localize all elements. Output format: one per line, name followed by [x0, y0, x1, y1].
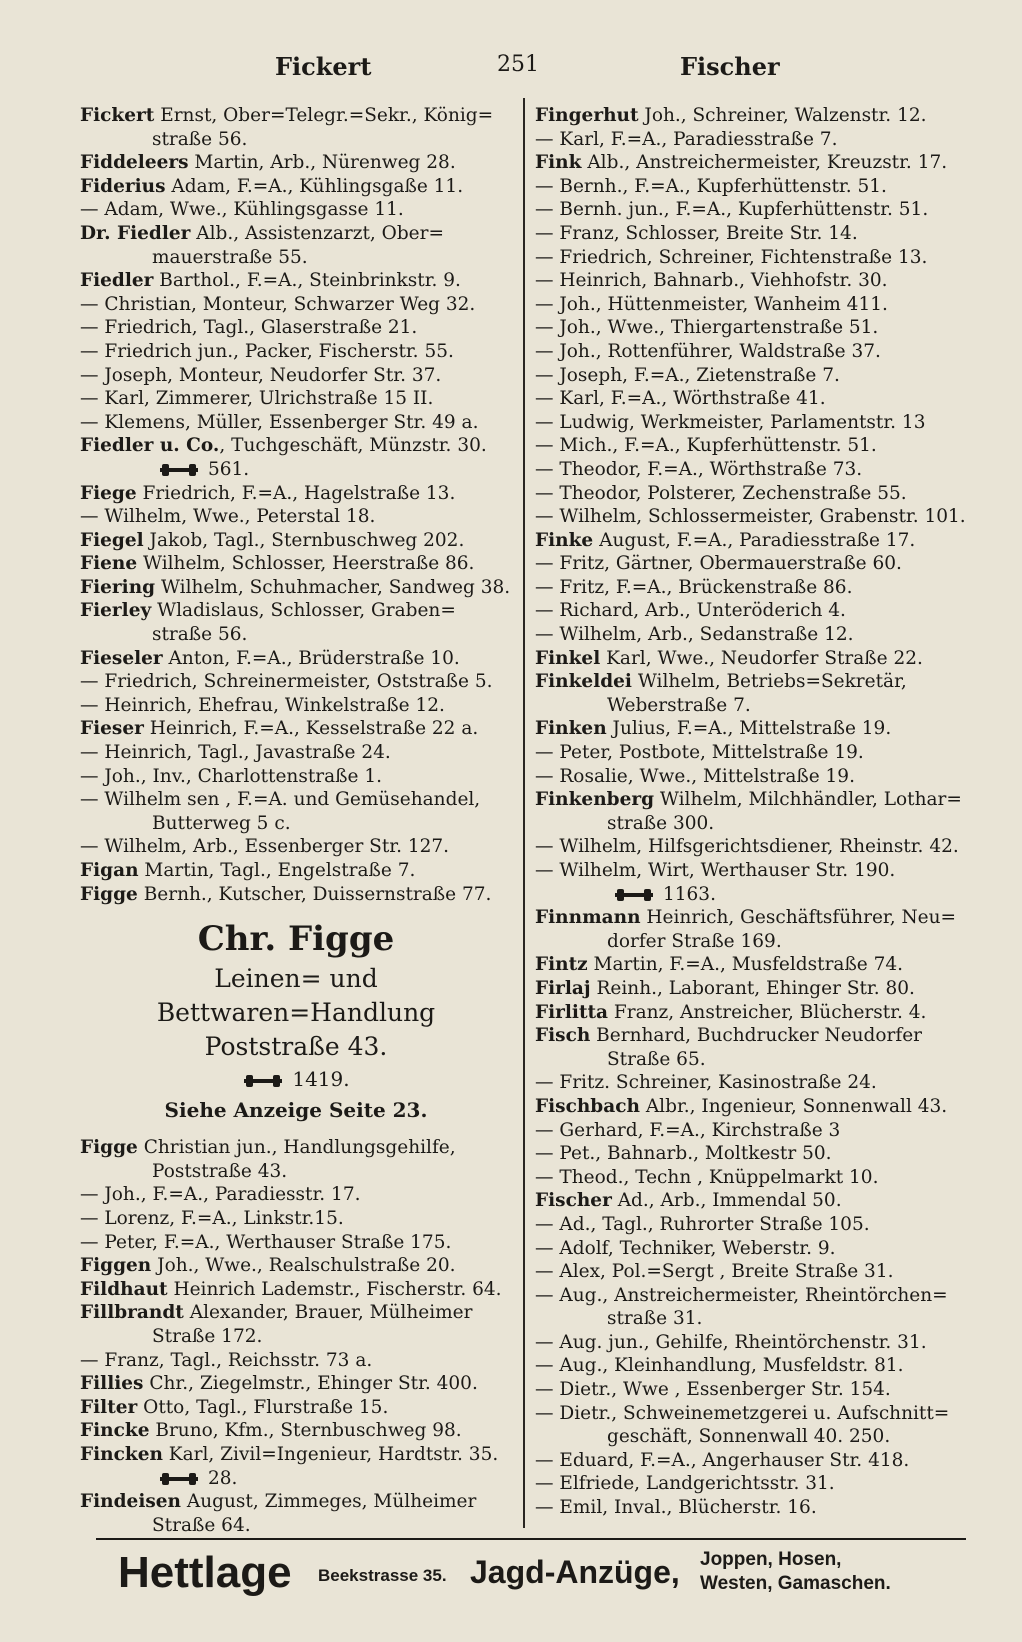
directory-entry: [535, 1213, 975, 1237]
directory-entry: [535, 529, 975, 553]
directory-entry: [80, 198, 512, 222]
entry-text: Christian jun., Handlungsgehilfe,: [137, 1137, 456, 1159]
directory-entry: [535, 953, 975, 977]
entry-text: — Emil, Inval., Blücherstr. 16.: [535, 1497, 817, 1519]
directory-entry: [535, 647, 975, 671]
entry-text: Heinrich, Geschäftsführer, Neu=: [640, 907, 957, 929]
footer-rule: [96, 1538, 966, 1540]
entry-text: Barthol., F.=A., Steinbrinkstr. 9.: [153, 270, 461, 292]
entry-text: — Fritz, F.=A., Brückenstraße 86.: [535, 576, 853, 598]
entry-text: Heinrich, F.=A., Kesselstraße 22 a.: [143, 718, 479, 740]
page-number: 251: [497, 52, 539, 77]
directory-entry: [80, 1443, 512, 1467]
directory-entry: [535, 765, 975, 789]
entry-text: Ad., Arb., Immendal 50.: [611, 1190, 842, 1212]
entry-text: — Heinrich, Bahnarb., Viehhofstr. 30.: [535, 270, 888, 292]
directory-entry: [535, 1378, 975, 1402]
directory-entry: [535, 835, 975, 859]
directory-entry: [80, 623, 512, 647]
entry-text: Wilhelm, Milchhändler, Lothar=: [654, 789, 962, 811]
footer-slogan: Jagd-Anzüge,: [470, 1554, 680, 1590]
directory-entry: [80, 175, 512, 199]
entry-text: straße 31.: [607, 1308, 703, 1330]
entry-text: — Joh., Rottenführer, Waldstraße 37.: [535, 340, 881, 362]
entry-text: — Wilhelm, Wirt, Werthauser Str. 190.: [535, 860, 896, 881]
directory-entry: [80, 458, 512, 482]
entry-name: Figge: [80, 1137, 138, 1159]
directory-entry: [535, 1142, 975, 1166]
entry-text: — Pet., Bahnarb., Moltkestr 50.: [535, 1143, 832, 1165]
entry-text: — Lorenz, F.=A., Linkstr.15.: [80, 1207, 344, 1229]
directory-entry: [80, 812, 512, 836]
directory-entry: [80, 1325, 512, 1349]
entry-text: — Wilhelm sen , F.=A. und Gemüsehandel,: [80, 789, 481, 811]
directory-entry: [535, 1048, 975, 1072]
directory-entry: [535, 930, 975, 954]
directory-entry: [535, 883, 975, 907]
entry-name: Fiedler: [80, 270, 154, 292]
entry-text: Ernst, Ober=Telegr.=Sekr., König=: [154, 105, 494, 126]
entry-name: Fincke: [80, 1420, 150, 1442]
directory-entry: [535, 1472, 975, 1496]
directory-entry: [535, 128, 975, 152]
directory-entry: [535, 694, 975, 718]
entry-text: — Ad., Tagl., Ruhrorter Straße 105.: [535, 1213, 870, 1235]
directory-entry: [535, 434, 975, 458]
entry-text: — Klemens, Müller, Essenberger Str. 49 a.: [80, 411, 479, 433]
directory-entry: [535, 717, 975, 741]
directory-entry: [535, 1166, 975, 1190]
directory-entry: [535, 293, 975, 317]
entry-text: — Theodor, Polsterer, Zechenstraße 55.: [535, 482, 907, 504]
entry-text: Alb., Assistenzarzt, Ober=: [190, 222, 444, 244]
entry-text: — Aug., Kleinhandlung, Musfeldstr. 81.: [535, 1355, 904, 1377]
entry-text: — Joh., Inv., Charlottenstraße 1.: [80, 765, 382, 787]
entry-name: Fiddeleers: [80, 152, 189, 174]
entry-text: — Friedrich, Schreinermeister, Oststraße 5.: [80, 671, 493, 693]
directory-entry: [535, 1307, 975, 1331]
directory-entry: [80, 552, 512, 576]
entry-name: Fierley: [80, 600, 152, 622]
entry-text: mauerstraße 55.: [152, 246, 308, 268]
entry-text: — Joh., Hüttenmeister, Wanheim 411.: [535, 293, 888, 315]
entry-name: Fiedler u. Co.: [80, 435, 220, 457]
directory-entry: [80, 883, 512, 907]
entry-text: Weberstraße 7.: [607, 694, 751, 716]
directory-entry: [535, 1095, 975, 1119]
entry-text: — Adolf, Techniker, Weberstr. 9.: [535, 1237, 836, 1259]
entry-name: Figan: [80, 860, 139, 881]
directory-entry: [80, 1183, 512, 1207]
ad-see-reference: Siehe Anzeige Seite 23.: [164, 1098, 428, 1123]
entry-text: Bruno, Kfm., Sternbuschweg 98.: [149, 1420, 462, 1442]
entry-name: Finnmann: [535, 907, 641, 929]
entry-text: — Franz, Schlosser, Breite Str. 14.: [535, 222, 858, 244]
directory-entry: [535, 1119, 975, 1143]
directory-entry: [535, 364, 975, 388]
directory-entry: [535, 599, 975, 623]
directory-entry: [80, 1467, 512, 1491]
entry-text: — Eduard, F.=A., Angerhauser Str. 418.: [535, 1449, 910, 1471]
entry-text: — Joh., F.=A., Paradiesstr. 17.: [80, 1184, 361, 1206]
entry-name: Fiering: [80, 576, 156, 598]
entry-text: Karl, Wwe., Neudorfer Straße 22.: [600, 647, 923, 669]
entry-text: — Bernh., F.=A., Kupferhüttenstr. 51.: [535, 175, 887, 197]
entry-text: — Fritz. Schreiner, Kasinostraße 24.: [535, 1072, 877, 1094]
directory-entry: [80, 1254, 512, 1278]
entry-name: Fiene: [80, 553, 138, 575]
entry-name: Fischbach: [535, 1095, 640, 1117]
entry-text: — Wilhelm, Arb., Sedanstraße 12.: [535, 624, 854, 646]
directory-entry: [535, 411, 975, 435]
directory-entry: [535, 576, 975, 600]
ad-name: Chr. Figge: [197, 919, 395, 960]
entry-name: Firlitta: [535, 1001, 609, 1023]
entry-text: — Karl, F.=A., Wörthstraße 41.: [535, 388, 826, 410]
entry-text: Franz, Anstreicher, Blücherstr. 4.: [608, 1001, 927, 1023]
entry-text: — Friedrich, Schreiner, Fichtenstraße 13.: [535, 246, 928, 268]
entry-text: Wilhelm, Schuhmacher, Sandweg 38.: [155, 576, 511, 598]
entry-text: Julius, F.=A., Mittelstraße 19.: [606, 718, 892, 740]
entry-text: Jakob, Tagl., Sternbuschweg 202.: [143, 529, 465, 551]
entry-name: Firlaj: [535, 977, 591, 999]
directory-entry: [80, 835, 512, 859]
entry-text: Albr., Ingenieur, Sonnenwall 43.: [639, 1095, 948, 1117]
directory-entry: [80, 1207, 512, 1231]
entry-name: Fink: [535, 152, 582, 174]
entry-text: — Christian, Monteur, Schwarzer Weg 32.: [80, 293, 476, 315]
directory-entry: [535, 1260, 975, 1284]
footer-items-line2: Westen, Gamaschen.: [700, 1573, 891, 1594]
entry-text: — Heinrich, Tagl., Javastraße 24.: [80, 742, 391, 764]
directory-entry: [535, 623, 975, 647]
right-entries: [535, 104, 975, 1520]
directory-entry: [80, 859, 512, 883]
entry-text: — Aug., Anstreichermeister, Rheintörchen=: [535, 1284, 948, 1306]
entry-name: Fieseler: [80, 647, 163, 669]
entry-name: Fieser: [80, 718, 144, 740]
directory-entry: [80, 340, 512, 364]
column-divider: [523, 98, 525, 1528]
entry-text: — Adam, Wwe., Kühlingsgasse 11.: [80, 199, 404, 221]
directory-entry: [80, 482, 512, 506]
directory-entry: [535, 1237, 975, 1261]
entry-text: Wilhelm, Betriebs=Sekretär,: [631, 671, 907, 693]
entry-text: Wladislaus, Schlosser, Graben=: [151, 600, 456, 622]
directory-entry: [80, 316, 512, 340]
directory-entry: [535, 104, 975, 128]
entry-text: dorfer Straße 169.: [607, 930, 782, 952]
directory-entry: [535, 552, 975, 576]
directory-entry: [80, 364, 512, 388]
entry-text: — Franz, Tagl., Reichsstr. 73 a.: [80, 1349, 373, 1371]
advertisement-figge: [80, 916, 512, 1126]
header-left-keyword: Fickert: [275, 52, 372, 81]
directory-entry: [535, 859, 975, 883]
entry-text: — Friedrich, Tagl., Glaserstraße 21.: [80, 317, 418, 339]
entry-name: Fischer: [535, 1190, 612, 1212]
entry-text: Bernh., Kutscher, Duissernstraße 77.: [137, 883, 492, 905]
ad-line1: Leinen= und Bettwaren=Handlung: [156, 964, 436, 1028]
entry-name: Fincken: [80, 1443, 163, 1465]
entry-text: — Theodor, F.=A., Wörthstraße 73.: [535, 458, 863, 480]
entry-text: — Joseph, F.=A., Zietenstraße 7.: [535, 364, 840, 386]
directory-entry: [80, 1419, 512, 1443]
entry-text: — Wilhelm, Arb., Essenberger Str. 127.: [80, 836, 450, 858]
entry-text: — Gerhard, F.=A., Kirchstraße 3: [535, 1119, 841, 1141]
entry-text: — Richard, Arb., Unteröderich 4.: [535, 600, 846, 622]
directory-entry: [80, 269, 512, 293]
directory-entry: [535, 458, 975, 482]
entry-text: — Peter, F.=A., Werthauser Straße 175.: [80, 1231, 452, 1253]
directory-entry: [80, 151, 512, 175]
ad-phone: [80, 1064, 512, 1094]
directory-entry: [535, 977, 975, 1001]
directory-entry: [80, 411, 512, 435]
telephone-icon: [158, 463, 200, 477]
directory-entry: [535, 1354, 975, 1378]
directory-entry: [535, 1331, 975, 1355]
entry-name: Figge: [80, 883, 138, 905]
entry-text: — Friedrich jun., Packer, Fischerstr. 55.: [80, 340, 454, 362]
directory-entry: [80, 647, 512, 671]
entry-text: geschäft, Sonnenwall 40. 250.: [607, 1426, 891, 1448]
directory-entry: [80, 765, 512, 789]
entry-text: Alb., Anstreichermeister, Kreuzstr. 17.: [581, 152, 948, 174]
directory-entry: [80, 670, 512, 694]
entry-name: Dr. Fiedler: [80, 222, 191, 244]
entry-name: Fillbrandt: [80, 1302, 184, 1324]
directory-entry: [535, 1189, 975, 1213]
entry-name: Fickert: [80, 105, 155, 126]
directory-entry: [535, 812, 975, 836]
entry-text: Straße 64.: [152, 1514, 251, 1536]
directory-entry: [80, 1160, 512, 1184]
entry-text: — Heinrich, Ehefrau, Winkelstraße 12.: [80, 694, 445, 716]
entry-text: Otto, Tagl., Flurstraße 15.: [137, 1396, 389, 1418]
directory-entry: [535, 222, 975, 246]
footer-advertisement: [118, 1548, 978, 1608]
entry-text: Joh., Wwe., Realschulstraße 20.: [151, 1255, 456, 1277]
directory-entry: [80, 788, 512, 812]
right-column: [535, 104, 975, 1520]
entry-name: Fiegel: [80, 529, 144, 551]
entry-text: August, F.=A., Paradiesstraße 17.: [593, 529, 916, 551]
directory-entry: [535, 387, 975, 411]
entry-text: Heinrich Lademstr., Fischerstr. 64.: [167, 1278, 502, 1300]
directory-entry: [535, 246, 975, 270]
entry-text: straße 300.: [607, 812, 715, 834]
directory-entry: [535, 482, 975, 506]
directory-entry: [80, 599, 512, 623]
entry-text: — Mich., F.=A., Kupferhüttenstr. 51.: [535, 435, 877, 457]
directory-entry: [535, 741, 975, 765]
entry-text: Martin, F.=A., Musfeldstraße 74.: [587, 954, 904, 976]
directory-entry: [80, 1490, 512, 1514]
entry-text: August, Zimmeges, Mülheimer: [180, 1491, 477, 1513]
entry-text: — Karl, F.=A., Paradiesstraße 7.: [535, 128, 838, 150]
entry-text: 1163.: [663, 883, 716, 905]
directory-entry: [535, 198, 975, 222]
entry-text: — Theod., Techn , Knüppelmarkt 10.: [535, 1166, 879, 1188]
directory-entry: [535, 269, 975, 293]
entry-text: — Rosalie, Wwe., Mittelstraße 19.: [535, 765, 855, 787]
directory-entry: [80, 1514, 512, 1538]
entry-text: Joh., Schreiner, Walzenstr. 12.: [638, 105, 927, 126]
entry-name: Figgen: [80, 1255, 152, 1277]
directory-entry: [535, 1001, 975, 1025]
telephone-icon: [242, 1074, 284, 1088]
entry-text: — Aug. jun., Gehilfe, Rheintörchenstr. 31.: [535, 1331, 927, 1353]
entry-text: — Wilhelm, Schlossermeister, Grabenstr. 101.: [535, 506, 966, 528]
directory-entry: [80, 529, 512, 553]
entry-text: Chr., Ziegelmstr., Ehinger Str. 400.: [143, 1373, 478, 1395]
entry-name: Finken: [535, 718, 607, 740]
footer-items: [700, 1548, 891, 1596]
entry-text: straße 56.: [152, 624, 248, 646]
footer-brand: Hettlage: [118, 1548, 292, 1597]
entry-name: Finke: [535, 529, 594, 551]
entry-text: — Karl, Zimmerer, Ulrichstraße 15 II.: [80, 388, 434, 410]
directory-entry: [80, 434, 512, 458]
directory-entry: [535, 1425, 975, 1449]
entry-text: — Wilhelm, Hilfsgerichtsdiener, Rheinstr. 42.: [535, 836, 959, 858]
entry-text: Straße 65.: [607, 1048, 706, 1070]
entry-name: Finkenberg: [535, 789, 655, 811]
entry-text: Alexander, Brauer, Mülheimer: [183, 1302, 473, 1324]
entry-text: Adam, F.=A., Kühlingsgaße 11.: [165, 175, 464, 197]
entry-name: Fiderius: [80, 175, 166, 197]
footer-items-line1: Joppen, Hosen,: [700, 1549, 842, 1570]
entry-text: Wilhelm, Schlosser, Heerstraße 86.: [137, 553, 475, 575]
directory-entry: [535, 1024, 975, 1048]
entry-text: Martin, Arb., Nürenweg 28.: [188, 152, 456, 174]
directory-entry: [80, 293, 512, 317]
directory-entry: [80, 717, 512, 741]
directory-entry: [535, 1071, 975, 1095]
directory-entry: [80, 576, 512, 600]
directory-entry: [80, 128, 512, 152]
entry-text: straße 56.: [152, 128, 248, 150]
telephone-icon: [613, 888, 655, 902]
entry-text: Karl, Zivil=Ingenieur, Hardtstr. 35.: [162, 1443, 499, 1465]
entry-text: Straße 172.: [152, 1325, 263, 1347]
entry-text: Reinh., Laborant, Ehinger Str. 80.: [590, 977, 915, 999]
directory-entry: [80, 104, 512, 128]
entry-text: — Dietr., Schweinemetzgerei u. Aufschnitt=: [535, 1402, 950, 1424]
entry-name: Finkeldei: [535, 671, 632, 693]
directory-entry: [535, 788, 975, 812]
header-right-keyword: Fischer: [680, 52, 780, 81]
entry-name: Fillies: [80, 1373, 144, 1395]
entry-name: Filter: [80, 1396, 138, 1418]
directory-entry: [80, 387, 512, 411]
entry-name: Fiege: [80, 482, 137, 504]
entry-name: Findeisen: [80, 1491, 181, 1513]
entry-text: — Dietr., Wwe , Essenberger Str. 154.: [535, 1379, 891, 1401]
directory-entry: [535, 175, 975, 199]
ad-phone-number: 1419.: [292, 1067, 350, 1092]
directory-entry: [80, 1301, 512, 1325]
telephone-icon: [158, 1472, 200, 1486]
entry-text: — Ludwig, Werkmeister, Parlamentstr. 13: [535, 411, 926, 433]
directory-entry: [80, 1231, 512, 1255]
directory-entry: [80, 1396, 512, 1420]
directory-entry: [80, 1278, 512, 1302]
directory-entry: [535, 1284, 975, 1308]
entry-text: — Bernh. jun., F.=A., Kupferhüttenstr. 51.: [535, 199, 929, 221]
directory-entry: [80, 246, 512, 270]
entry-text: — Joh., Wwe., Thiergartenstraße 51.: [535, 317, 879, 339]
entry-text: — Joseph, Monteur, Neudorfer Str. 37.: [80, 364, 442, 386]
directory-entry: [80, 1372, 512, 1396]
entry-name: Fingerhut: [535, 105, 639, 126]
directory-entry: [535, 1496, 975, 1520]
directory-entry: [535, 505, 975, 529]
footer-address: Beekstrasse 35.: [318, 1566, 447, 1585]
directory-entry: [80, 1349, 512, 1373]
directory-entry: [535, 1402, 975, 1426]
directory-entry: [535, 316, 975, 340]
directory-entry: [80, 741, 512, 765]
entry-text: Friedrich, F.=A., Hagelstraße 13.: [136, 482, 456, 504]
entry-name: Fintz: [535, 954, 588, 976]
ad-line2: Poststraße 43.: [204, 1032, 388, 1062]
directory-entry: [80, 1136, 512, 1160]
entry-text: , Tuchgeschäft, Münzstr. 30.: [219, 435, 487, 457]
entry-text: Poststraße 43.: [152, 1160, 288, 1182]
directory-entry: [80, 505, 512, 529]
directory-entry: [535, 1449, 975, 1473]
entry-name: Finkel: [535, 647, 601, 669]
left-column: [80, 104, 512, 1537]
directory-entry: [535, 151, 975, 175]
directory-entry: [80, 222, 512, 246]
directory-entry: [535, 906, 975, 930]
entry-text: — Peter, Postbote, Mittelstraße 19.: [535, 742, 864, 764]
directory-entry: [535, 340, 975, 364]
entry-text: — Wilhelm, Wwe., Peterstal 18.: [80, 506, 376, 528]
entry-text: 28.: [208, 1467, 238, 1489]
entry-text: Martin, Tagl., Engelstraße 7.: [138, 860, 416, 881]
left-entries: [80, 104, 512, 906]
entry-text: 561.: [208, 458, 250, 480]
entry-text: — Alex, Pol.=Sergt , Breite Straße 31.: [535, 1261, 894, 1283]
entry-name: Fisch: [535, 1025, 591, 1047]
entry-text: — Fritz, Gärtner, Obermauerstraße 60.: [535, 553, 902, 575]
directory-entry: [535, 670, 975, 694]
entry-text: Bernhard, Buchdrucker Neudorfer: [590, 1025, 923, 1047]
entry-text: Anton, F.=A., Brüderstraße 10.: [162, 647, 460, 669]
entry-text: — Elfriede, Landgerichtsstr. 31.: [535, 1473, 835, 1495]
directory-entry: [80, 694, 512, 718]
entry-text: Butterweg 5 c.: [152, 812, 291, 834]
entry-name: Fildhaut: [80, 1278, 168, 1300]
left-entries-continued: [80, 1136, 512, 1537]
